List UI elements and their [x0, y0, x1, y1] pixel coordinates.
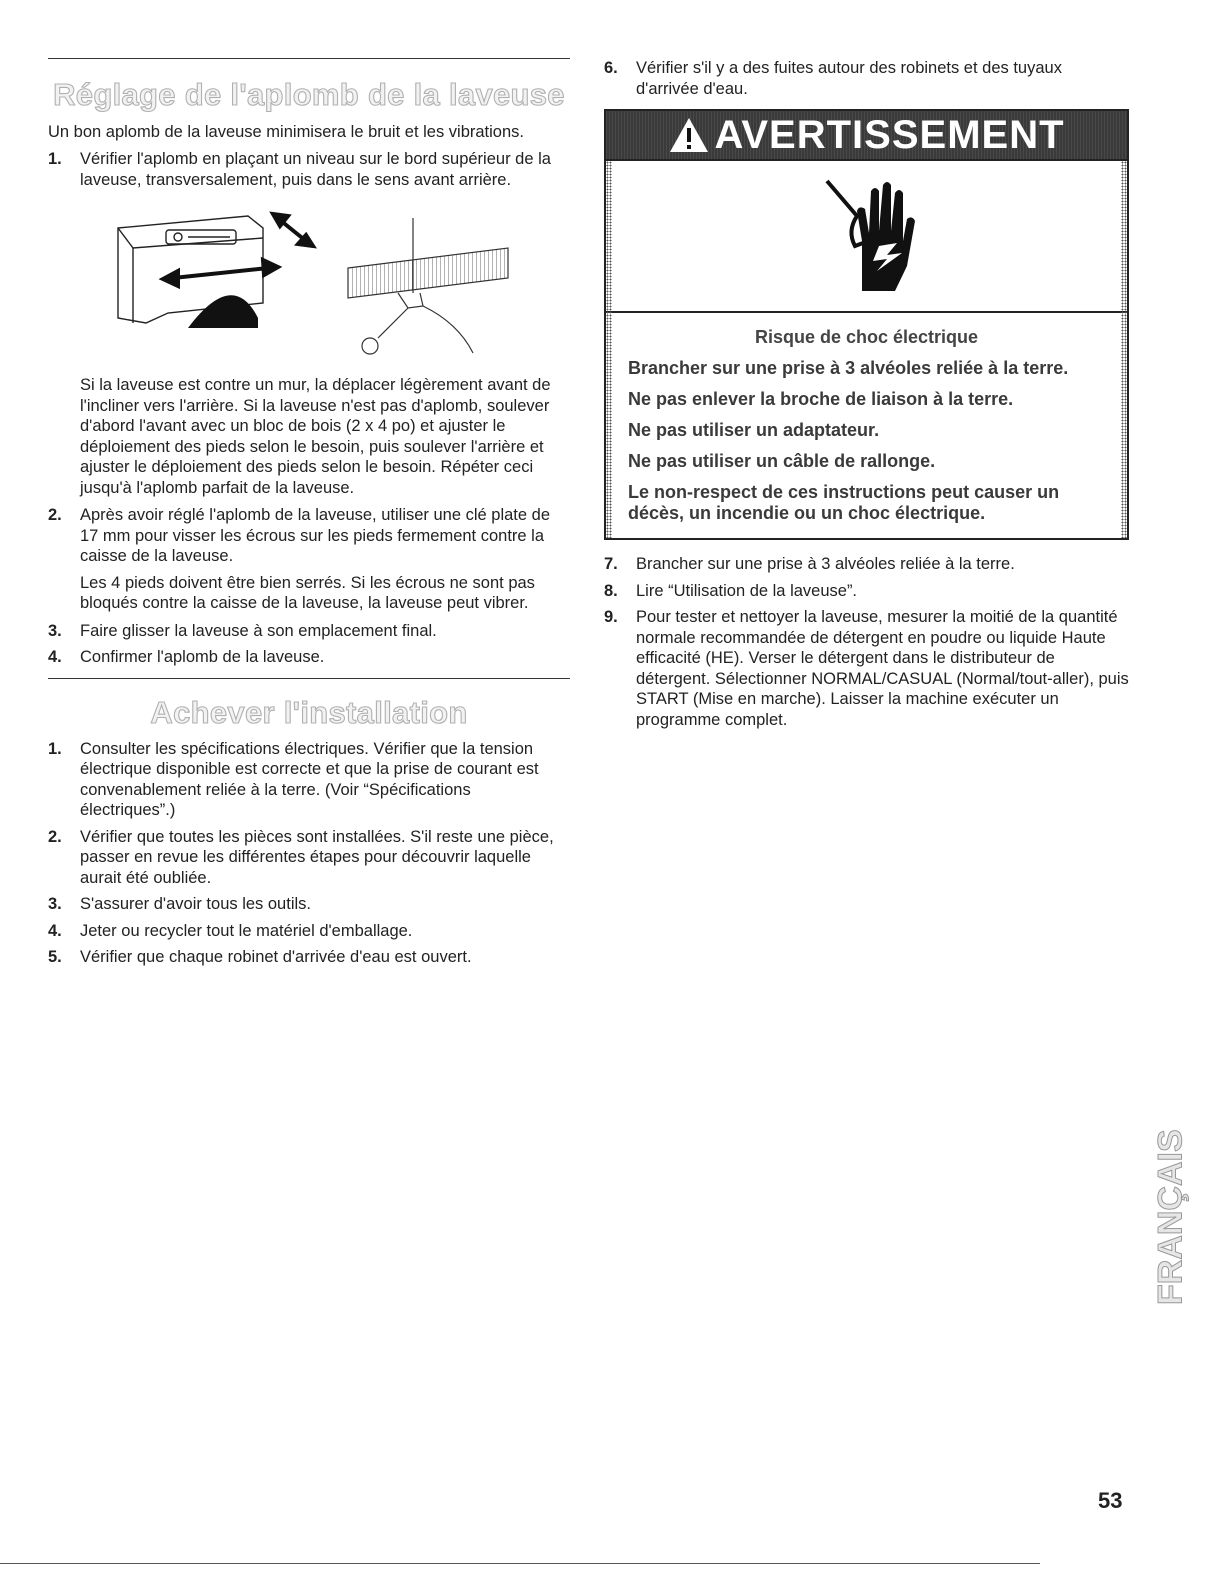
bottom-rule	[0, 1563, 1040, 1564]
warning-header	[606, 111, 1127, 161]
washer-level-diagram	[48, 208, 570, 363]
left-column	[48, 58, 570, 974]
complete-step-4: 4. Jeter ou recycler tout le matériel d'emballage.	[48, 921, 413, 940]
leveling-step-2: 2. Après avoir réglé l'aplomb de la laveuse, utiliser une clé plate de 17 mm pour visser les écrous sur les pieds fermement contre la caisse de la laveuse.	[48, 506, 551, 565]
complete-step-6: 6. Vérifier s'il y a des fuites autour des robinets et des tuyaux d'arrivée d'eau.	[604, 59, 1062, 98]
complete-title: Achever l'installation	[150, 694, 468, 730]
warning-risk: Risque de choc électrique	[754, 327, 979, 347]
warning-box	[604, 109, 1129, 540]
leveling-step-1: 1. Vérifier l'aplomb en plaçant un niveau sur le bord supérieur de la laveuse, transversalement, puis dans le sens avant arrière.	[48, 150, 551, 189]
warning-triangle-icon	[668, 116, 710, 154]
electric-shock-hand-icon	[807, 171, 927, 301]
complete-step-7: 7. Brancher sur une prise à 3 alvéoles reliée à la terre.	[604, 555, 1015, 573]
complete-step-5: 5. Vérifier que chaque robinet d'arrivée d'eau est ouvert.	[48, 948, 472, 966]
leveling-intro: Un bon aplomb de la laveuse minimisera le bruit et les vibrations.	[48, 123, 524, 141]
language-side-tab: FRANÇAIS	[1151, 1129, 1190, 1305]
leveling-step-2-note: Les 4 pieds doivent être bien serrés. Si les écrous ne sont pas bloqués contre la caisse de la laveuse, la laveuse peut vibrer.	[80, 573, 535, 612]
warning-line-ground: Brancher sur une prise à 3 alvéoles reliée à la terre.	[628, 358, 1069, 378]
leveling-title: Réglage de l'aplomb de la laveuse	[53, 77, 565, 112]
complete-step-8: 8. Lire “Utilisation de la laveuse”.	[604, 581, 858, 600]
section-divider	[48, 678, 570, 679]
page-number: 53	[1098, 1488, 1123, 1513]
warning-line-prong: Ne pas enlever la broche de liaison à la terre.	[628, 389, 1014, 409]
leveling-step-3: 3. Faire glisser la laveuse à son emplacement final.	[48, 621, 437, 640]
warning-line-adapter: Ne pas utiliser un adaptateur.	[628, 420, 880, 440]
complete-step-3: 3. S'assurer d'avoir tous les outils.	[48, 895, 311, 913]
right-column	[604, 58, 1129, 736]
warning-border-right	[1121, 161, 1127, 538]
warning-title: AVERTISSEMENT	[714, 112, 1065, 157]
warning-body	[606, 313, 1127, 538]
warning-line-extension: Ne pas utiliser un câble de rallonge.	[628, 451, 936, 471]
leveling-note: Si la laveuse est contre un mur, la déplacer légèrement avant de l'incliner vers l'arrière. Si la laveuse n'est pas d'aplomb, soulever d'abord l'avant avec un bloc de bois (2 x 4 po) et ajuster le déploiement des pieds selon le besoin, puis soulever l'arrière et ajuster le déploiement des pieds selon le besoin. Répéter ceci jusqu'à l'aplomb parfait de la laveuse.	[80, 376, 551, 497]
warning-border-left	[606, 161, 612, 538]
leveling-step-4: 4. Confirmer l'aplomb de la laveuse.	[48, 648, 325, 666]
complete-step-2: 2. Vérifier que toutes les pièces sont installées. S'il reste une pièce, passer en revue les différentes étapes pour découvrir laquelle aurait été oubliée.	[48, 827, 554, 887]
section-divider	[48, 58, 570, 59]
warning-line-consequence: Le non-respect de ces instructions peut causer un décès, un incendie ou un choc électrique.	[628, 482, 1060, 523]
complete-step-9: 9. Pour tester et nettoyer la laveuse, mesurer la moitié de la quantité normale recommandée de détergent en poudre ou liquide Haute efficacité (HE). Verser le détergent dans le distributeur de détergent. Sélectionner NORMAL/CASUAL (Normal/tout-aller), puis START (Mise en marche). Laisser la machine exécuter un programme complet.	[604, 608, 1129, 729]
electric-shock-figure	[606, 161, 1127, 313]
complete-step-1: 1. Consulter les spécifications électriques. Vérifier que la tension électrique disponible est correcte et que la prise de courant est convenablement reliée à la terre. (Voir “Spécifications électriques”.)	[48, 739, 539, 819]
leveling-illustration	[48, 208, 570, 363]
